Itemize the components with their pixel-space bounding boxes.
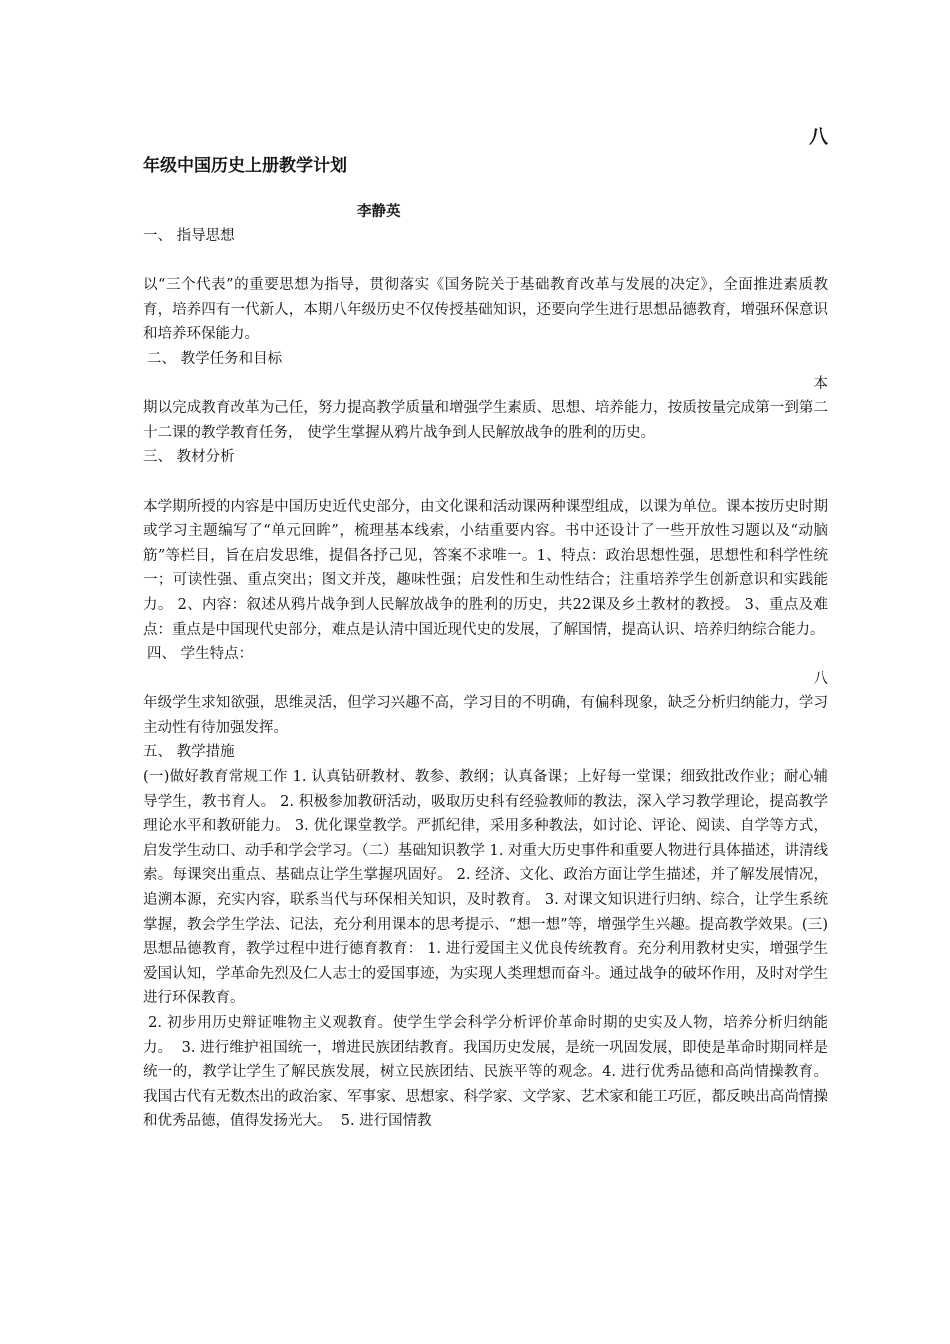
document-title: 年级中国历史上册教学计划 xyxy=(143,156,347,176)
section-heading-guiding-thought: 一、 指导思想 xyxy=(143,228,235,244)
section-text-textbook-analysis: 本学期所授的内容是中国历史近代史部分，由文化课和活动课两种课型组成，以课为单位。课本按历史时期或学习主题编写了“单元回眸”，梳理基本线索，小结重要内容。书中还设计了一些开放性习题以及“动脑筋”等栏目，旨在启发思维，提倡各抒己见，答案不求唯一。1、特点：政治思想性强，思想性和科学性统一；可读性强、重点突出；图文并茂，趣味性强；启发性和生动性结合；注重培养学生创新意识和实践能力。 2、内容：叙述从鸦片战争到人民解放战争的胜利的历史，共22课及乡土教材的教授。 3、重点及难点：重点是中国现代史部分，难点是认清中国近现代史的发展，了解国情，提高认识、培养归纳综合能力。 xyxy=(143,498,828,638)
section-text-student-traits: 年级学生求知欲强，思维灵活，但学习兴趣不高，学习目的不明确，有偏科现象，缺乏分析归纳能力，学习主动性有待加强发挥。 xyxy=(143,695,828,736)
section-heading-textbook-analysis: 三、 教材分析 xyxy=(143,449,235,466)
section-heading-teaching-measures: 五、 教学措施 xyxy=(143,744,235,761)
section-lead-char-tasks: 本 xyxy=(813,375,828,392)
section-text-teaching-measures-1: (一)做好教育常规工作 1. 认真钻研教材、教参、教纲；认真备课；上好每一堂课；细致批改作业；耐心辅导学生，教书育人。 2. 积极参加教研活动，吸取历史科有经验教师的教法，深入学习教学理论，提高教学理论水平和教研能力。 3. 优化课堂教学。严抓纪律，采用多种教法，如讨论、评论、阅读、自学等方式，启发学生动口、动手和学会学习。（二）基础知识教学 1. 对重大历史事件和重要人物进行具体描述，讲清线索。每课突出重点、基础点让学生掌握巩固好。 2. 经济、文化、政治方面让学生描述，并了解发展情况，追溯本源，充实内容，联系当代与环保相关知识，及时教育。 3. 对课文知识进行归纳、综合，让学生系统掌握，教会学生学法、记法，充分利用课本的思考提示、“想一想”等，增强学生兴趣。提高教学效果。(三)思想品德教育，教学过程中进行德育教育： 1. 进行爱国主义优良传统教育。充分利用教材史实，增强学生爱国认知，学革命先烈及仁人志士的爱国事迹，为实现人类理想而奋斗。通过战争的破坏作用，及时对学生进行环保教育。 xyxy=(143,769,828,1007)
section-text-guiding-thought: 以“三个代表”的重要思想为指导，贯彻落实《国务院关于基础教育改革与发展的决定》，全面推进素质教育，培养四有一代新人，本期八年级历史不仅传授基础知识，还要向学生进行思想品德教育，增强环保意识和培养环保能力。 xyxy=(143,277,828,343)
title-first-char: 八 xyxy=(808,126,828,148)
section-text-tasks-goals: 期以完成教育改革为己任，努力提高教学质量和增强学生素质、思想、培养能力，按质按量完成第一到第二十二课的教学教育任务， 使学生掌握从鸦片战争到人民解放战争的胜利的历史。 xyxy=(143,400,828,441)
section-text-teaching-measures-2: 2. 初步用历史辩证唯物主义观教育。使学生学会科学分析评价革命时期的史实及人物，培养分析归纳能力。 3. 进行维护祖国统一，增进民族团结教育。我国历史发展，是统一巩固发展，即使是革命时期同样是统一的，教学让学生了解民族发展，树立民族团结、民族平等的观念。4. 进行优秀品德和高尚情操教育。我国古代有无数杰出的政治家、军事家、思想家、科学家、文学家、艺术家和能工巧匠，都反映出高尚情操和优秀品德，值得发扬光大。 5. 进行国情教 xyxy=(143,1015,829,1130)
author-name: 李静英 xyxy=(357,204,401,220)
blank-line xyxy=(143,470,828,495)
section-heading-student-traits: 四、 学生特点： xyxy=(147,646,254,663)
document-body xyxy=(143,122,828,1134)
section-heading-tasks-goals: 二、 教学任务和目标 xyxy=(147,350,283,367)
section-lead-char-students: 八 xyxy=(813,670,828,687)
blank-line xyxy=(143,249,828,274)
